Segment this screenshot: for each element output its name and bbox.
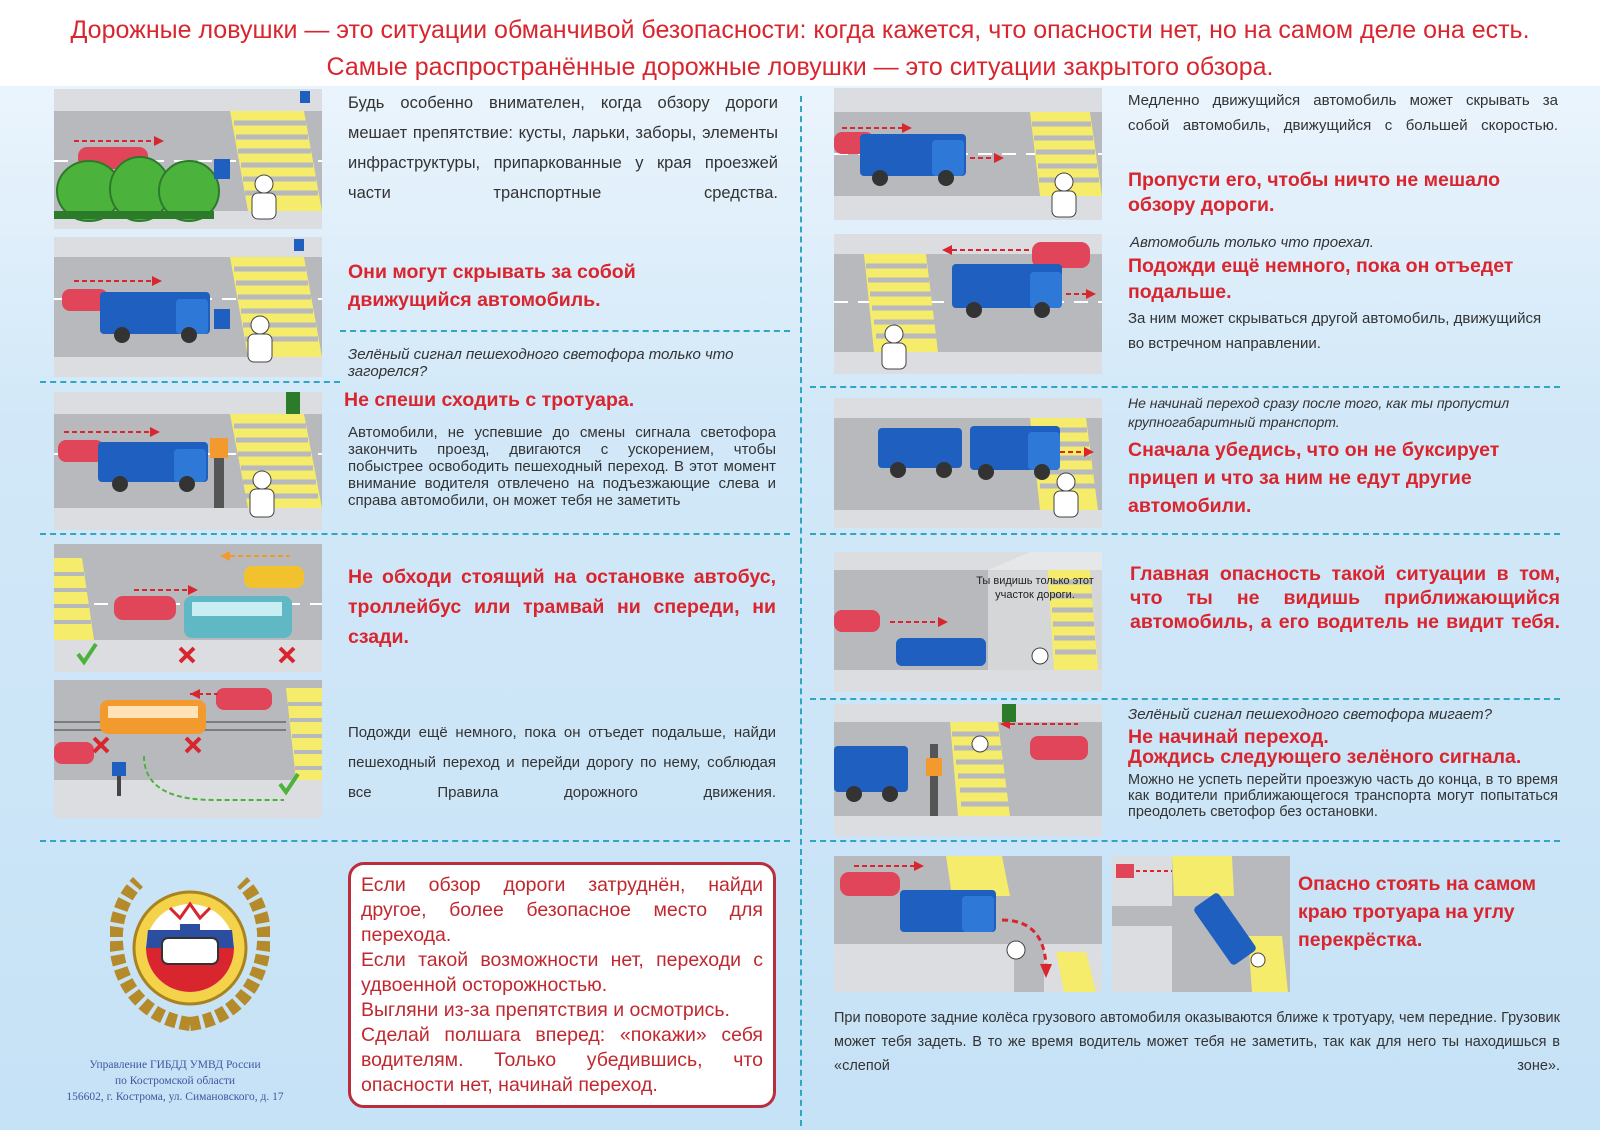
illustration-corner-blind-zone — [1112, 856, 1290, 992]
illustration-flashing-green — [834, 704, 1102, 836]
r6-warning: Опасно стоять на самом краю тротуара на углу перекрёстка. — [1298, 873, 1537, 951]
r2-note: Автомобиль только что проехал. — [1130, 234, 1374, 251]
s1-text: Будь особенно внимателен, когда обзору дороги мешает препятствие: кусты, ларьки, заборы, элементы инфраструктуры, припаркованные у края проезжей части транспортные средства. — [348, 94, 778, 202]
header-line-1-rest: — это ситуации обманчивой безопасности: когда кажется, что опасности нет, но на самом деле она есть. — [297, 16, 1530, 44]
s1-warning: Они могут скрывать за собой движущийся автомобиль. — [348, 261, 636, 311]
r3-note: Не начинай переход сразу после того, как ты пропустил крупногабаритный транспорт. — [1128, 395, 1510, 430]
divider — [40, 840, 790, 842]
divider — [810, 386, 1560, 388]
s3-warning: Не обходи стоящий на остановке автобус, троллейбус или трамвай ни спереди, ни сзади. — [348, 566, 776, 648]
divider — [40, 381, 340, 383]
limited-view-label: Ты видишь только этот участок дороги. — [976, 575, 1094, 601]
tip-4: Сделай полшага вперед: «покажи» себя водителям. Только убедившись, что опасности нет, начинай переход. — [361, 1024, 763, 1096]
divider — [810, 698, 1560, 700]
s2-warning: Не спеши сходить с тротуара. — [344, 389, 635, 411]
illustration-limited-view — [834, 552, 1102, 692]
s2-text: Автомобили, не успевшие до смены сигнала светофора закончить проезд, двигаются с ускорением, чтобы побыстрее освободить пешеходный переход. В этот момент внимание водителя отвлечено на подъезжающие слева и справа автомобили, он может тебя не заметить — [348, 424, 776, 509]
illustration-slow-truck — [834, 88, 1102, 220]
r1-text: Медленно движущийся автомобиль может скрывать за собой автомобиль, движущийся с большей скоростью. — [1128, 92, 1558, 134]
org-name: Управление ГИБДД УМВД России — [89, 1059, 261, 1071]
r5-question: Зелёный сигнал пешеходного светофора мигает? — [1128, 706, 1492, 723]
tip-2: Если такой возможности нет, переходи с удвоенной осторожностью. — [361, 949, 763, 996]
illustration-car-passed — [834, 234, 1102, 374]
illustration-turning-truck — [834, 856, 1102, 992]
org-region: по Костромской области — [114, 1075, 236, 1087]
header-line-1 — [0, 16, 1600, 45]
r4-warning: Главная опасность такой ситуации в том, что ты не видишь приближающийся автомобиль, а его водитель не видит тебя. — [1130, 563, 1560, 633]
illustration-bus-stop — [54, 544, 322, 672]
header — [0, 0, 1600, 86]
r3-warning: Сначала убедись, что он не буксирует прицеп и что за ним не едут другие автомобили. — [1128, 439, 1500, 517]
divider — [40, 533, 790, 535]
tip-1: Если обзор дороги затруднён, найди другое, более безопасное место для перехода. — [361, 874, 763, 946]
illustration-bushes — [54, 89, 322, 229]
s3-text: Подожди ещё немного, пока он отъедет подальше, найди пешеходный переход и перейди дорогу по нему, соблюдая все Правила дорожного движения. — [348, 724, 776, 801]
org-address — [30, 1057, 320, 1105]
divider — [810, 840, 1560, 842]
r1-warning: Пропусти его, чтобы ничто не мешало обзору дороги. — [1128, 169, 1501, 216]
r5-text: Можно не успеть перейти проезжую часть до конца, в то время как водители приближающегося транспорта могут попытаться преодолеть светофор без остановки. — [1128, 772, 1558, 820]
gibdd-emblem — [110, 868, 270, 1038]
divider — [810, 533, 1560, 535]
header-line-2: Самые распространённые дорожные ловушки — это ситуации закрытого обзора. — [326, 53, 1274, 81]
header-title-keyword: Дорожные ловушки — [70, 16, 298, 44]
r2-text: За ним может скрываться другой автомобиль, движущийся во встречном направлении. — [1128, 310, 1542, 352]
s2-question: Зелёный сигнал пешеходного светофора только что загорелся? — [348, 346, 734, 380]
divider — [340, 330, 790, 332]
illustration-truck-trailer — [834, 398, 1102, 528]
tip-3: Выгляни из-за препятствия и осмотрись. — [361, 999, 730, 1021]
r2-warning: Подожди ещё немного, пока он отъедет подальше. — [1128, 255, 1514, 303]
illustration-traffic-light-green — [54, 392, 322, 530]
illustration-tram-stop — [54, 680, 322, 818]
org-address-line: 156602, г. Кострома, ул. Симановского, д. 17 — [66, 1091, 284, 1103]
r5-warning-1: Не начинай переход. — [1128, 726, 1329, 748]
r5-warning-2: Дождись следующего зелёного сигнала. — [1128, 746, 1522, 768]
r6-text: При повороте задние колёса грузового автомобиля оказываются ближе к тротуару, чем передние. Грузовик может тебя задеть. В то же время водитель может тебя не заметить, так как для него ты находишься в «слепой зоне». — [834, 1010, 1560, 1074]
tips-box — [348, 862, 776, 1108]
illustration-truck-hides-car — [54, 237, 322, 377]
column-divider — [800, 96, 802, 1126]
